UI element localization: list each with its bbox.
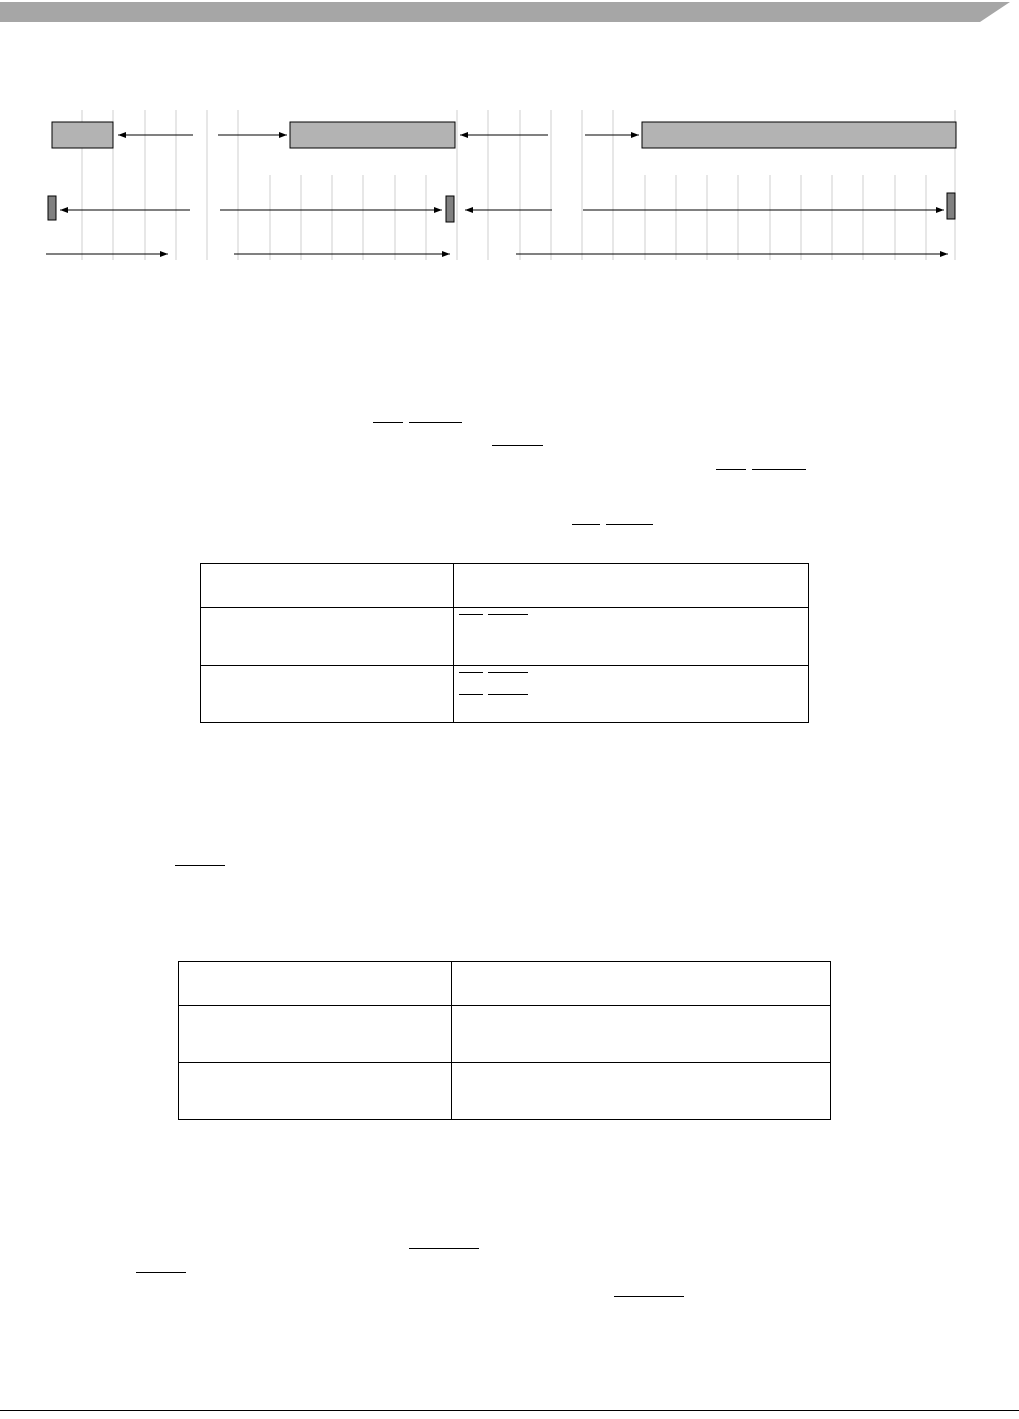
register-table-2 <box>178 961 831 1120</box>
table-row <box>179 962 831 1006</box>
pulse-1 <box>48 196 56 220</box>
pulse-3 <box>947 193 955 219</box>
table-cell <box>201 564 454 608</box>
table-cell <box>454 564 809 608</box>
header-band <box>0 0 1019 22</box>
overline-mark <box>459 694 483 695</box>
overline-mark <box>716 469 746 470</box>
overline-mark <box>459 672 483 673</box>
timing-diagram <box>0 100 1019 270</box>
overline-mark <box>488 614 528 615</box>
overline-mark <box>136 1272 186 1273</box>
overline-mark <box>606 524 653 525</box>
table-cell <box>201 608 454 666</box>
overline-mark <box>409 422 462 423</box>
table-row <box>179 1063 831 1120</box>
table-row <box>179 1006 831 1063</box>
phase-box-3 <box>642 122 956 148</box>
table-row <box>201 608 809 666</box>
overline-mark <box>488 672 528 673</box>
table-cell <box>452 1006 831 1063</box>
overline-mark <box>752 469 806 470</box>
register-table-1 <box>200 563 809 723</box>
table-cell <box>179 1063 452 1120</box>
phase-box-2 <box>290 122 455 148</box>
table-cell <box>201 666 454 723</box>
overline-mark <box>572 524 600 525</box>
table-cell <box>454 608 809 666</box>
table-cell <box>452 1063 831 1120</box>
overline-mark <box>459 614 483 615</box>
overline-mark <box>409 1248 479 1249</box>
overline-mark <box>492 445 543 446</box>
pulse-2 <box>446 196 454 222</box>
overline-mark <box>373 422 403 423</box>
phase-box-1 <box>52 122 113 148</box>
table-row <box>201 666 809 723</box>
overline-mark <box>488 694 528 695</box>
table-row <box>201 564 809 608</box>
table-cell <box>454 666 809 723</box>
table-cell <box>179 962 452 1006</box>
table-cell <box>179 1006 452 1063</box>
overline-mark <box>614 1296 684 1297</box>
table-cell <box>452 962 831 1006</box>
overline-mark <box>175 865 225 866</box>
footer-rule <box>0 1410 1019 1411</box>
